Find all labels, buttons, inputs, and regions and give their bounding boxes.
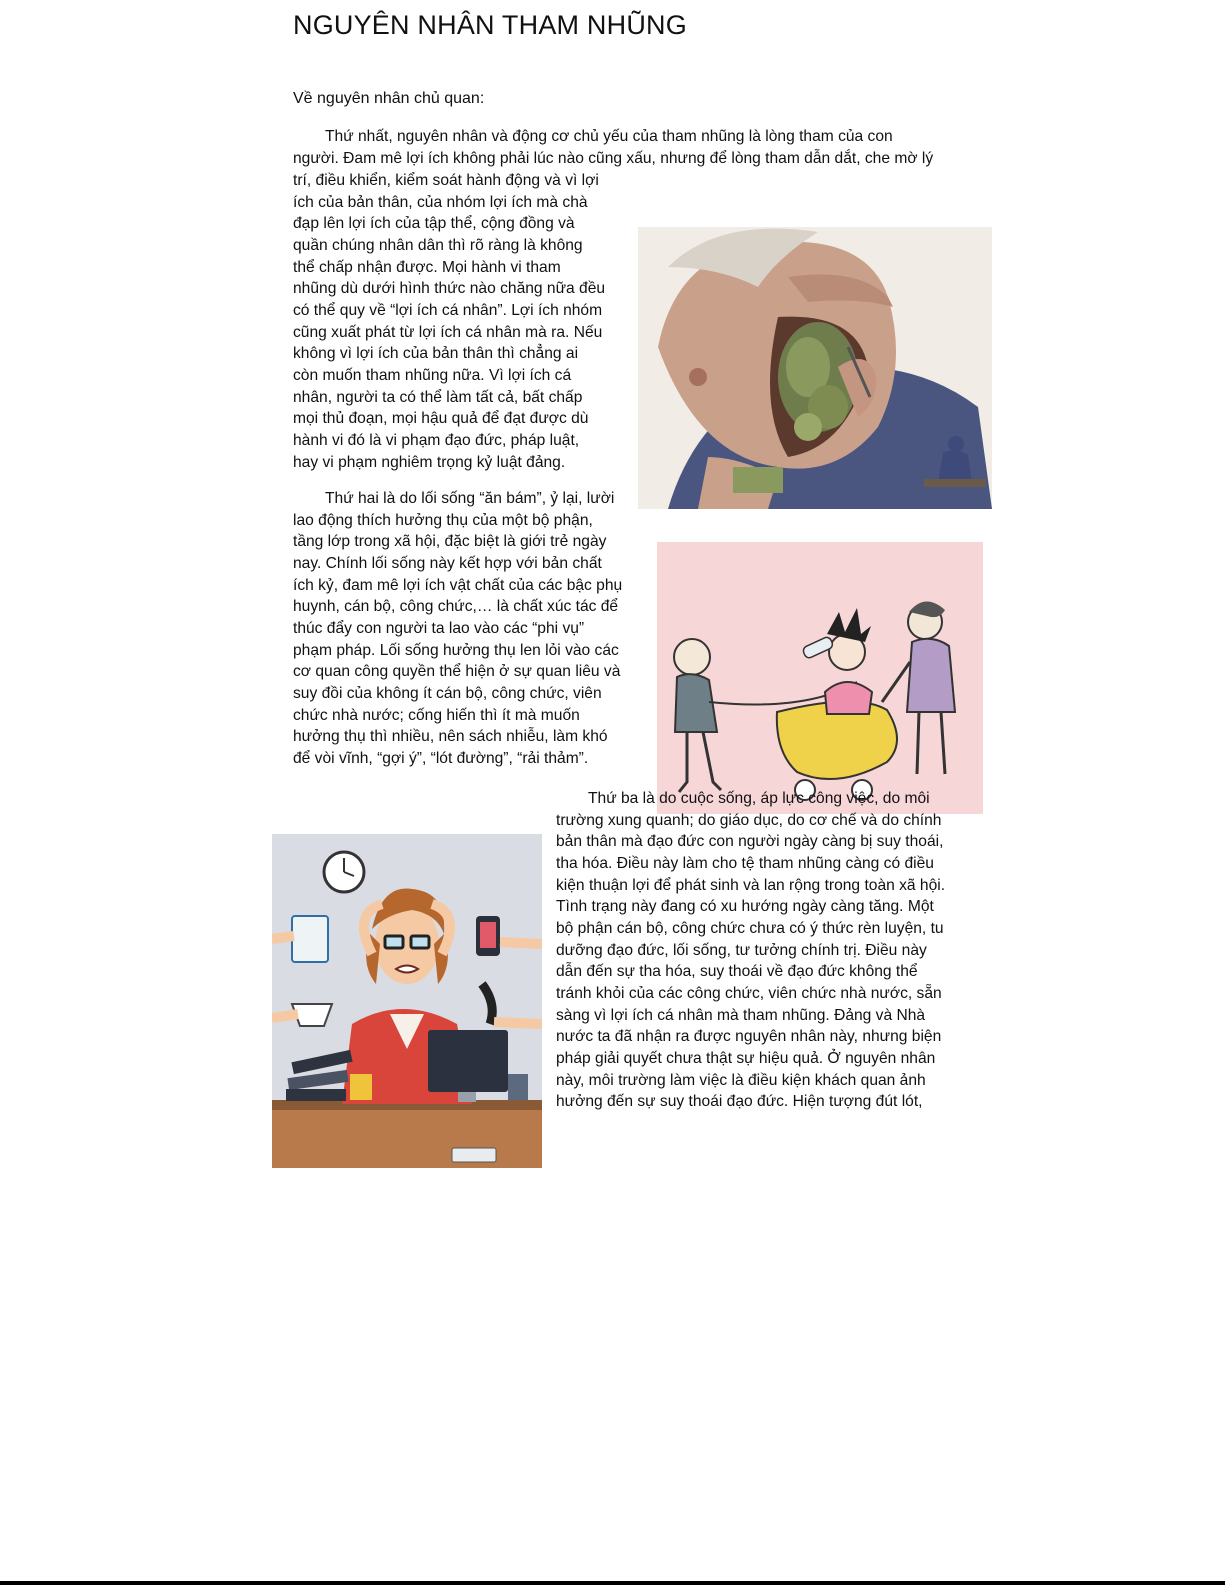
text-line: có thể quy về “lợi ích cá nhân”. Lợi ích nhóm <box>293 302 603 319</box>
text-line: hay vi phạm nghiêm trọng kỷ luật đảng. <box>293 454 566 471</box>
text-line: tầng lớp trong xã hội, đặc biệt là giới trẻ ngày <box>293 533 607 550</box>
text-line: kiện thuận lợi để phát sinh và lan rộng trong toàn xã hội. <box>556 877 946 894</box>
text-line: cơ quan công quyền thể hiện ở sự quan liêu và <box>293 663 621 680</box>
text-line: mọi thủ đoạn, mọi hậu quả để đạt được dù <box>293 410 589 427</box>
text-line: dẫn đến sự tha hóa, suy thoái về đạo đức không thể <box>556 963 918 980</box>
text-line: thể chấp nhận được. Mọi hành vi tham <box>293 259 561 276</box>
parents-pulling-stroller-image <box>657 542 983 814</box>
text-line: Thứ hai là do lối sống “ăn bám”, ỷ lại, lười <box>325 490 615 507</box>
text-line: tha hóa. Điều này làm cho tệ tham nhũng càng có điều <box>556 855 934 872</box>
text-line: suy đồi của không ít cán bộ, công chức, viên <box>293 685 602 702</box>
text-line: Thứ ba là do cuộc sống, áp lực công việc, do môi <box>588 790 930 807</box>
text-line: người. Đam mê lợi ích không phải lúc nào cũng xấu, nhưng để lòng tham dẫn dắt, che mờ lý <box>293 150 934 167</box>
text-line: pháp giải quyết chưa thật sự hiệu quả. Ở nguyên nhân <box>556 1050 936 1067</box>
text-line: bộ phận cán bộ, công chức chưa có ý thức rèn luyện, tu <box>556 920 944 937</box>
stressed-office-worker-image <box>272 834 542 1168</box>
text-line: nay. Chính lối sống này kết hợp với bản chất <box>293 555 602 572</box>
text-line: trường xung quanh; do giáo dục, do cơ chế và do chính <box>556 812 942 829</box>
text-line: quần chúng nhân dân thì rõ ràng là không <box>293 237 583 254</box>
page-title: NGUYÊN NHÂN THAM NHŨNG <box>293 10 687 40</box>
text-line: huynh, cán bộ, công chức,… là chất xúc tác để <box>293 598 619 615</box>
text-line: không vì lợi ích của bản thân thì chẳng ai <box>293 345 579 362</box>
text-line: chức nhà nước; cống hiến thì ít mà muốn <box>293 707 580 724</box>
text-line: thúc đẩy con người ta lao vào các “phi vụ” <box>293 620 585 637</box>
illustration-work-pressure <box>272 834 542 1168</box>
text-line: ích kỷ, đam mê lợi ích vật chất của các bậc phụ <box>293 577 623 594</box>
text-line: cũng xuất phát từ lợi ích cá nhân mà ra. Nếu <box>293 324 603 341</box>
text-line: đạp lên lợi ích của tập thể, cộng đồng và <box>293 215 575 232</box>
text-line: để vòi vĩnh, “gợi ý”, “lót đường”, “rải thảm”. <box>293 750 589 767</box>
text-line: còn muốn tham nhũng nữa. Vì lợi ích cá <box>293 367 572 384</box>
text-line: hưởng đến sự suy thoái đạo đức. Hiện tượng đút lót, <box>556 1093 923 1110</box>
text-line: lao động thích hưởng thụ của một bộ phận, <box>293 512 593 529</box>
text-line: bản thân mà đạo đức con người ngày càng bị suy thoái, <box>556 833 944 850</box>
text-line: Tình trạng này đang có xu hướng ngày càng tăng. Một <box>556 898 934 915</box>
illustration-greed <box>638 227 992 509</box>
text-line: sàng vì lợi ích cá nhân mà tham nhũng. Đảng và Nhà <box>556 1007 926 1024</box>
illustration-parasitic-lifestyle <box>657 542 983 814</box>
text-line: hành vi đó là vi phạm đạo đức, pháp luật, <box>293 432 580 449</box>
subheading: Về nguyên nhân chủ quan: <box>293 90 485 107</box>
text-line: hưởng thụ thì nhiều, nên sách nhiễu, làm khó <box>293 728 608 745</box>
text-line: ích của bản thân, của nhóm lợi ích mà chà <box>293 194 588 211</box>
text-line: Thứ nhất, nguyên nhân và động cơ chủ yếu của tham nhũng là lòng tham của con <box>325 128 893 145</box>
text-line: nhũng dù dưới hình thức nào chăng nữa đều <box>293 280 606 297</box>
text-line: tránh khỏi của các công chức, viên chức nhà nước, sẵn <box>556 985 942 1002</box>
text-line: trí, điều khiển, kiểm soát hành động và vì lợi <box>293 172 599 189</box>
text-line: này, môi trường làm việc là điều kiện khách quan ảnh <box>556 1072 926 1089</box>
greedy-man-eating-money-image <box>638 227 992 509</box>
page-bottom-border <box>0 1581 1225 1585</box>
text-line: nhân, người ta có thể làm tất cả, bất chấp <box>293 389 583 406</box>
text-line: dưỡng đạo đức, lối sống, tư tưởng chính trị. Điều này <box>556 942 927 959</box>
text-line: phạm pháp. Lối sống hưởng thụ len lỏi vào các <box>293 642 619 659</box>
text-line: nước ta đã nhận ra được nguyên nhân này, nhưng biện <box>556 1028 942 1045</box>
